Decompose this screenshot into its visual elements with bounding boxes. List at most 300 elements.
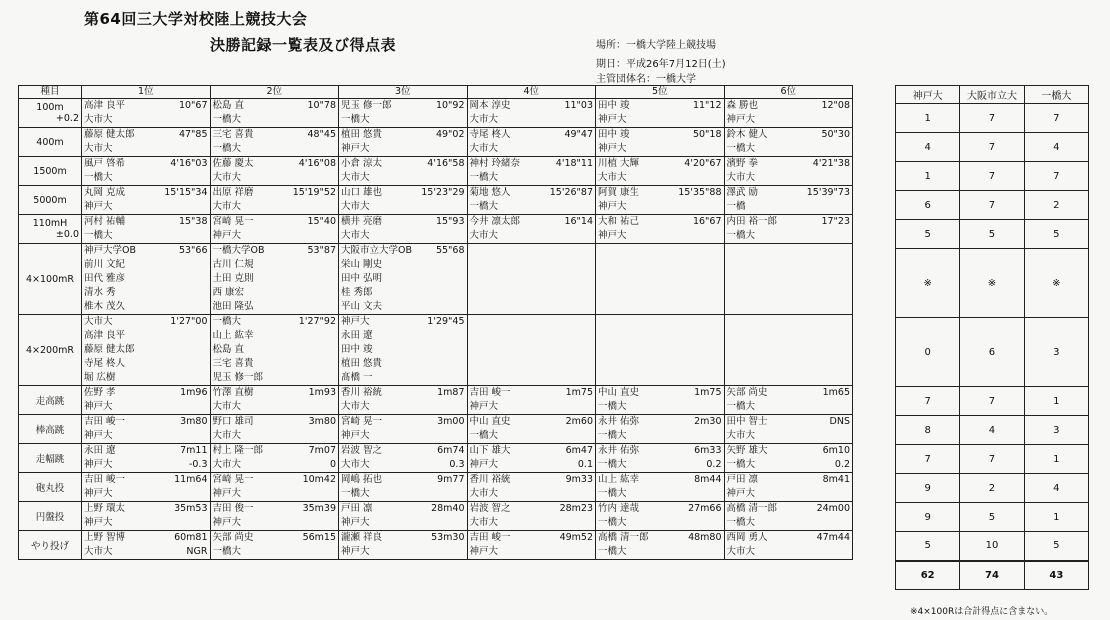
score-cell: 5 (896, 532, 960, 561)
score-cell: 4 (1024, 474, 1088, 503)
athlete-detail: 田中 竣 (341, 344, 373, 355)
athlete-team-text: 大市大 (212, 459, 242, 470)
athlete-name (84, 157, 208, 171)
event-row (19, 315, 853, 386)
result-cell (82, 531, 211, 560)
athlete-name (341, 531, 465, 545)
score-row (896, 162, 1089, 191)
result-mark: 27m66 (688, 503, 722, 514)
result-mark: 16"67 (692, 216, 722, 227)
athlete-name-text: 田中 智士 (726, 416, 768, 427)
athlete-detail: 神戸大 (598, 230, 627, 241)
event-row (19, 502, 853, 531)
athlete-name-text: 西岡 勇人 (726, 532, 768, 543)
result-cell (339, 128, 468, 157)
athlete-name (84, 444, 208, 458)
athlete-name-text: 田中 竣 (598, 100, 630, 111)
result-cell (467, 473, 596, 502)
athlete-name-text: 高津 良平 (84, 100, 126, 111)
athlete-name-text: 佐藤 慶太 (212, 158, 254, 169)
athlete-name-text: 神戸大学OB (84, 245, 136, 256)
athlete-detail: 神戸大 (84, 517, 113, 528)
score-row (896, 387, 1089, 416)
athlete-detail: 植田 悠貴 (341, 358, 383, 369)
result-mark: 28m23 (559, 503, 593, 514)
result-cell (339, 244, 468, 315)
result-cell (339, 157, 468, 186)
result-cell (210, 99, 339, 128)
athlete-detail: 堀 広樹 (84, 372, 116, 383)
event-name: 400m (36, 136, 64, 148)
result-cell (467, 215, 596, 244)
athlete-detail: 大市大 (469, 143, 499, 154)
event-row (19, 531, 853, 560)
event-name: やり投げ (30, 541, 69, 552)
athlete-name (341, 215, 465, 229)
result-cell (724, 531, 853, 560)
result-mark: 48"45 (307, 129, 336, 140)
athlete-detail: 一橋大 (598, 517, 627, 528)
result-mark: 48m80 (688, 532, 722, 543)
athlete-team-text: 一橋大 (726, 459, 756, 470)
athlete-detail: 桂 秀郎 (341, 287, 373, 298)
athlete-detail: 西 康宏 (212, 287, 245, 298)
athlete-name (213, 99, 337, 113)
result-mark: 11"03 (564, 100, 593, 111)
result-mark: DNS (829, 416, 850, 427)
athlete-detail: 一橋大 (598, 401, 627, 412)
athlete-name (84, 502, 208, 516)
event-row (19, 99, 853, 128)
event-name: 棒高跳 (35, 425, 65, 436)
event-row (19, 157, 853, 186)
result-mark: 10"67 (178, 100, 208, 111)
athlete-detail: 古川 仁規 (212, 259, 254, 270)
event-name: 砲丸投 (35, 483, 65, 494)
score-cell: 7 (896, 445, 960, 474)
place-header: 2位 (210, 86, 339, 99)
result-cell (210, 473, 339, 502)
athlete-detail: 神戸大 (726, 114, 756, 125)
result-mark: 4'18"11 (555, 158, 593, 169)
athlete-name (341, 386, 465, 400)
result-cell (596, 215, 725, 244)
athlete-name-text: 阿賀 康生 (598, 187, 640, 198)
result-mark: 15'35"88 (678, 187, 722, 198)
athlete-name (598, 444, 722, 458)
athlete-detail: 神戸大 (469, 401, 499, 412)
score-cell: 7 (1024, 104, 1088, 133)
athlete-name-text: 鈴木 健人 (726, 129, 768, 140)
page-title: 第64回三大学対校陸上競技大会 (84, 10, 308, 28)
athlete-name (84, 531, 208, 545)
result-mark: 35m53 (174, 503, 208, 514)
athlete-name (341, 99, 465, 113)
athlete-detail: 大市大 (469, 488, 499, 499)
athlete-detail: 三宅 喜貴 (212, 358, 254, 369)
result-cell (82, 157, 211, 186)
athlete-name-text: 川植 大輝 (598, 158, 640, 169)
result-cell (467, 531, 596, 560)
result-cell (82, 244, 211, 315)
result-mark: 10"92 (435, 100, 465, 111)
athlete-name-text: 宮崎 晃一 (212, 216, 254, 227)
athlete-name (213, 315, 337, 329)
athlete-name-text: 岡嶋 拓也 (341, 474, 383, 485)
result-mark: 15"38 (178, 216, 208, 227)
athlete-detail (213, 458, 337, 472)
athlete-name (341, 502, 465, 516)
result-cell (210, 531, 339, 560)
athlete-detail (727, 458, 851, 472)
event-row (19, 186, 853, 215)
score-cell: 5 (896, 220, 960, 249)
result-mark: 3m80 (308, 416, 336, 427)
footnote: ※4×100Rは合計得点に含まない。 (910, 607, 1054, 617)
team-header: 大阪市立大 (960, 86, 1024, 104)
athlete-name (470, 502, 594, 516)
athlete-detail: 池田 隆弘 (212, 301, 254, 312)
athlete-name-text: 大市大 (84, 316, 113, 327)
athlete-detail: 一橋大 (212, 114, 242, 125)
athlete-detail: 田代 雅彦 (84, 273, 126, 284)
athlete-team-text: 大市大 (341, 459, 370, 470)
place-header: 1位 (82, 86, 211, 99)
athlete-name (727, 415, 851, 429)
result-mark: 8m41 (822, 474, 850, 485)
athlete-detail: 神戸大 (341, 517, 370, 528)
result-mark: 10"78 (307, 100, 336, 111)
athlete-name (341, 128, 465, 142)
athlete-name (213, 157, 337, 171)
event-name: 走高跳 (35, 396, 65, 407)
athlete-name-text: 宮崎 晃一 (341, 416, 383, 427)
athlete-detail: 藤原 健太郎 (84, 344, 135, 355)
athlete-detail: 神戸大 (212, 488, 242, 499)
athlete-name-text: 松島 直 (212, 100, 245, 111)
result-cell (596, 99, 725, 128)
event-row (19, 386, 853, 415)
result-mark: 15'39"73 (806, 187, 850, 198)
athlete-name-text: 風戸 啓希 (84, 158, 126, 169)
result-mark: 49"02 (435, 129, 465, 140)
athlete-name-text: 河村 祐輔 (84, 216, 126, 227)
event-row (19, 215, 853, 244)
score-cell: 4 (960, 416, 1024, 445)
result-mark: 47"85 (178, 129, 208, 140)
athlete-name-text: 永田 遼 (84, 445, 116, 456)
athlete-name (727, 444, 851, 458)
result-cell (724, 157, 853, 186)
athlete-detail: 大市大 (726, 430, 756, 441)
athlete-detail: 神戸大 (598, 114, 627, 125)
page-subtitle: 決勝記録一覧表及び得点表 (210, 36, 397, 54)
result-mark: 7m07 (308, 445, 336, 456)
result-cell (467, 99, 596, 128)
score-cell: 5 (1024, 220, 1088, 249)
result-cell (596, 186, 725, 215)
athlete-name-text: 野口 雄司 (212, 416, 254, 427)
athlete-name (470, 531, 594, 545)
result-cell (467, 502, 596, 531)
score-cell: 1 (1024, 503, 1088, 532)
event-row (19, 244, 853, 315)
result-cell (724, 386, 853, 415)
athlete-name (470, 99, 594, 113)
score-cell: 1 (1024, 387, 1088, 416)
athlete-name-text: 永井 佑弥 (598, 416, 640, 427)
athlete-detail: 一橋大 (726, 401, 756, 412)
result-cell (339, 444, 468, 473)
athlete-detail: 田中 弘明 (341, 273, 383, 284)
result-cell (596, 444, 725, 473)
athlete-name (84, 415, 208, 429)
athlete-name-text: 吉田 峻一 (469, 387, 511, 398)
score-cell: 5 (960, 220, 1024, 249)
athlete-name-text: 吉田 峻一 (469, 532, 511, 543)
athlete-detail: 一橋大 (469, 172, 499, 183)
athlete-name-text: 矢部 尚史 (726, 387, 768, 398)
athlete-name-text: 吉田 峻一 (84, 416, 126, 427)
athlete-name-text: 大和 祐己 (598, 216, 640, 227)
athlete-name (470, 128, 594, 142)
athlete-name-text: 瀧瀬 祥良 (341, 532, 383, 543)
result-mark: 1m93 (308, 387, 336, 398)
athlete-detail (84, 458, 208, 472)
event-row (19, 473, 853, 502)
result-cell (210, 444, 339, 473)
athlete-name (341, 157, 465, 171)
result-cell (596, 386, 725, 415)
results-table (18, 85, 853, 560)
result-mark: 3m00 (437, 416, 465, 427)
result-mark: 1m75 (694, 387, 722, 398)
athlete-detail: 大市大 (341, 401, 370, 412)
athlete-name (84, 99, 208, 113)
athlete-name-text: 竹内 達哉 (598, 503, 640, 514)
athlete-name (727, 157, 851, 171)
athlete-name (84, 186, 208, 200)
result-cell (339, 386, 468, 415)
result-mark: 1m65 (822, 387, 850, 398)
result-cell (467, 244, 596, 315)
result-mark: 50"30 (821, 129, 850, 140)
result-cell (339, 415, 468, 444)
result-wind: NGR (186, 546, 208, 557)
score-row (896, 133, 1089, 162)
score-cell: 8 (896, 416, 960, 445)
result-mark: 9m33 (565, 474, 593, 485)
score-cell: 5 (960, 503, 1024, 532)
athlete-name (213, 128, 337, 142)
athlete-name-text: 菊地 悠人 (469, 187, 511, 198)
result-cell (724, 215, 853, 244)
athlete-detail: 大市大 (469, 517, 499, 528)
result-cell (467, 186, 596, 215)
athlete-detail (341, 458, 465, 472)
athlete-name-text: 内田 裕一郎 (726, 216, 778, 227)
athlete-name (727, 386, 851, 400)
athlete-detail: 一橋大 (341, 114, 370, 125)
athlete-detail: 神戸大 (726, 488, 756, 499)
athlete-name (213, 444, 337, 458)
result-mark: 1m96 (180, 387, 208, 398)
athlete-name (470, 186, 594, 200)
result-cell (467, 157, 596, 186)
athlete-name-text: 出原 祥磨 (212, 187, 254, 198)
score-cell: ※ (896, 249, 960, 318)
result-cell (339, 99, 468, 128)
athlete-detail: 清水 秀 (84, 287, 116, 298)
event-cell (19, 244, 82, 315)
score-cell: 1 (896, 162, 960, 191)
result-cell (467, 415, 596, 444)
athlete-name (213, 215, 337, 229)
athlete-name-text: 今井 凛太郎 (469, 216, 521, 227)
result-cell (596, 315, 725, 386)
score-total-cell: 43 (1024, 561, 1088, 590)
event-row (19, 128, 853, 157)
result-cell (210, 502, 339, 531)
result-mark: 17"23 (821, 216, 850, 227)
result-mark: 53"87 (307, 245, 336, 256)
event-name: 1500m (33, 165, 67, 177)
score-row (896, 474, 1089, 503)
event-header: 種目 (19, 86, 82, 99)
result-mark: 6m47 (565, 445, 593, 456)
athlete-detail: 一橋大 (598, 546, 627, 557)
athlete-detail: 一橋 (726, 201, 746, 212)
score-row (896, 249, 1089, 318)
result-mark: 15'26"87 (549, 187, 593, 198)
score-cell: 6 (896, 191, 960, 220)
athlete-name (598, 531, 722, 545)
athlete-team-text: 一橋大 (598, 459, 627, 470)
score-row (896, 416, 1089, 445)
athlete-name-text: 児玉 修一郎 (341, 100, 392, 111)
athlete-name (470, 415, 594, 429)
result-cell (467, 315, 596, 386)
score-cell: 3 (1024, 318, 1088, 387)
result-mark: 50"18 (692, 129, 722, 140)
athlete-detail: 土田 克則 (212, 273, 254, 284)
athlete-detail: 髙橋 一 (341, 372, 373, 383)
host: 主管団体名：一橋大学 (596, 74, 696, 85)
athlete-name-text: 岩波 智之 (469, 503, 511, 514)
result-cell (82, 186, 211, 215)
athlete-name (727, 186, 851, 200)
athlete-name (84, 244, 208, 258)
athlete-detail: 高津 良平 (84, 330, 126, 341)
athlete-name-text: 村上 隆一郎 (212, 445, 264, 456)
athlete-name-text: 横井 亮磨 (341, 216, 383, 227)
score-cell: 4 (1024, 133, 1088, 162)
athlete-name (213, 502, 337, 516)
result-mark: 24m00 (816, 503, 850, 514)
score-cell: 7 (960, 191, 1024, 220)
event-name: 5000m (33, 194, 67, 206)
result-cell (82, 128, 211, 157)
result-mark: 4'20"67 (684, 158, 722, 169)
athlete-detail (84, 545, 208, 559)
score-row (896, 318, 1089, 387)
athlete-name-text: 三宅 喜貴 (212, 129, 254, 140)
score-cell: 7 (960, 104, 1024, 133)
result-cell (467, 128, 596, 157)
result-wind: 0.2 (834, 459, 850, 470)
place-header: 5位 (596, 86, 725, 99)
result-cell (724, 444, 853, 473)
athlete-name-text: 一橋大学OB (212, 245, 265, 256)
athlete-name-text: 吉田 峻一 (84, 474, 126, 485)
athlete-detail: 椎木 茂久 (84, 301, 126, 312)
result-mark: 4'21"38 (812, 158, 850, 169)
place-header: 4位 (467, 86, 596, 99)
athlete-name (470, 157, 594, 171)
score-cell: 0 (896, 318, 960, 387)
athlete-name (598, 157, 722, 171)
event-name: 4×200mR (26, 344, 74, 356)
score-cell: 7 (960, 162, 1024, 191)
score-cell: 3 (1024, 416, 1088, 445)
result-mark: 15"40 (307, 216, 336, 227)
result-wind: 0.2 (706, 459, 722, 470)
athlete-name (213, 473, 337, 487)
athlete-team-text: 神戸大 (469, 459, 499, 470)
result-cell (82, 415, 211, 444)
athlete-name (341, 186, 465, 200)
event-cell (19, 128, 82, 157)
result-cell (82, 99, 211, 128)
result-mark: 12"08 (821, 100, 850, 111)
event-name: 円盤投 (35, 512, 65, 523)
event-name: 4×100mR (26, 273, 74, 285)
result-mark: 11m64 (174, 474, 208, 485)
athlete-name (470, 473, 594, 487)
score-row (896, 220, 1089, 249)
result-wind: 0.1 (577, 459, 593, 470)
score-row (896, 532, 1089, 561)
result-mark: 15"93 (435, 216, 465, 227)
athlete-name-text: 矢部 尚史 (212, 532, 254, 543)
athlete-name-text: 中山 直史 (469, 416, 511, 427)
score-cell: 7 (960, 445, 1024, 474)
result-mark: 28m40 (431, 503, 465, 514)
result-mark: 1'29"45 (427, 316, 465, 327)
athlete-detail: 大市大 (469, 230, 499, 241)
result-cell (339, 531, 468, 560)
result-mark: 55"68 (435, 245, 465, 256)
result-cell (82, 444, 211, 473)
athlete-detail: 一橋大 (212, 143, 242, 154)
athlete-name (213, 415, 337, 429)
score-cell: 6 (960, 318, 1024, 387)
score-row (896, 191, 1089, 220)
athlete-name (341, 415, 465, 429)
athlete-name (470, 386, 594, 400)
score-cell: 4 (896, 133, 960, 162)
result-mark: 9m77 (437, 474, 465, 485)
athlete-detail: 一橋大 (598, 430, 627, 441)
athlete-name (341, 444, 465, 458)
score-cell: 2 (960, 474, 1024, 503)
result-cell (596, 531, 725, 560)
event-cell (19, 315, 82, 386)
event-wind: ±0.0 (55, 229, 79, 240)
score-cell: 5 (1024, 532, 1088, 561)
result-cell (82, 386, 211, 415)
team-header: 一橋大 (1024, 86, 1088, 104)
